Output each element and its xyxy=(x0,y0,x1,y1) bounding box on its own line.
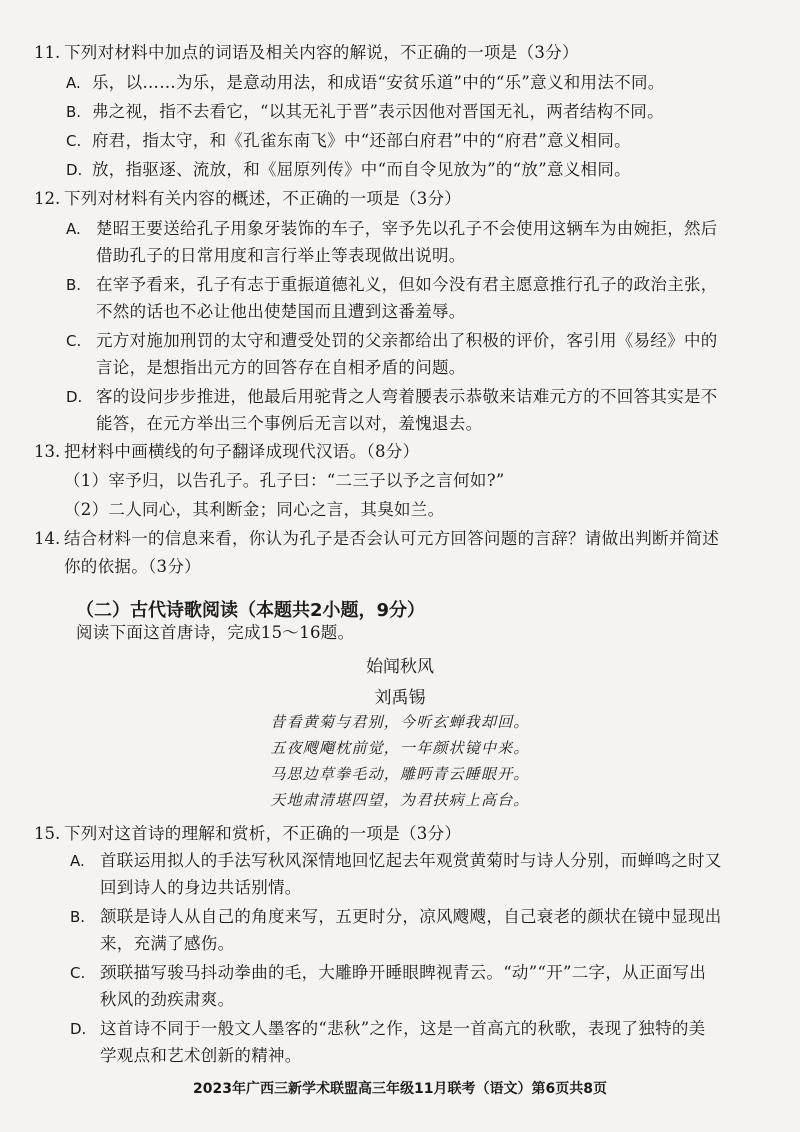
q11-option-b-label: B. xyxy=(66,103,82,121)
section-intro: 阅读下面这首唐诗，完成15～16题。 xyxy=(76,623,355,642)
poem-line: 马思边草拳毛动，雕眄青云睡眼开。 xyxy=(270,765,530,783)
q12-option-b-line1: 在宰予看来，孔子有志于重振道德礼义，但如今没有君主愿意推行孔子的政治主张， xyxy=(96,275,718,294)
q15-option-b-label: B. xyxy=(70,908,86,926)
q14-line2: 你的依据。（3分） xyxy=(64,557,201,576)
q15-option-a-line1: 首联运用拟人的手法写秋风深情地回忆起去年观赏黄菊时与诗人分别，而蝉鸣之时又 xyxy=(100,851,722,870)
q12-option-b-label: B. xyxy=(66,276,82,294)
q15-option-c-line1: 颈联描写骏马抖动拳曲的毛，大雕睁开睡眼睥视青云。“动”“开”二字，从正面写出 xyxy=(100,963,707,982)
q12-option-c-label: C. xyxy=(66,332,82,350)
poem-title: 始闻秋风 xyxy=(366,657,434,677)
q14-number: 14. xyxy=(34,529,61,548)
q12-option-a-label: A. xyxy=(66,220,81,238)
q12-option-b-line2: 不然的话也不必让他出使楚国而且遭到这番羞辱。 xyxy=(96,302,466,321)
q11-stem: 下列对材料中加点的词语及相关内容的解说，不正确的一项是（3分） xyxy=(64,43,579,62)
q11-option-b: 弗之视，指不去看它，“以其无礼于晋”表示因他对晋国无礼，两者结构不同。 xyxy=(92,102,664,121)
page-footer: 2023年广西三新学术联盟高三年级11月联考（语文）第6页共8页 xyxy=(193,1081,607,1097)
q15-option-c-label: C. xyxy=(70,964,86,982)
q13-item-1: （1）宰予归，以告孔子。孔子曰：“二三子以予之言何如?” xyxy=(64,471,505,490)
q15-option-c-line2: 秋风的劲疾肃爽。 xyxy=(100,990,235,1009)
q12-option-c-line2: 言论，是想指出元方的回答存在自相矛盾的问题。 xyxy=(96,358,466,377)
q15-option-a-label: A. xyxy=(70,852,85,870)
q15-stem: 下列对这首诗的理解和赏析，不正确的一项是（3分） xyxy=(64,824,462,843)
poem-author: 刘禹锡 xyxy=(374,688,426,708)
q13-stem: 把材料中画横线的句子翻译成现代汉语。（8分） xyxy=(64,442,420,461)
q13-item-2: （2）二人同心，其利断金；同心之言，其臭如兰。 xyxy=(64,500,445,519)
q13-number: 13. xyxy=(34,442,61,461)
q15-number: 15. xyxy=(34,824,61,843)
q12-stem: 下列对材料有关内容的概述，不正确的一项是（3分） xyxy=(64,189,462,208)
q12-option-d-line1: 客的设问步步推进，他最后用驼背之人弯着腰表示恭敬来诘难元方的不回答其实是不 xyxy=(96,387,718,406)
q11-option-c-label: C. xyxy=(66,132,82,150)
q11-option-a-label: A. xyxy=(66,74,81,92)
q12-number: 12. xyxy=(34,189,61,208)
q11-option-c: 府君，指太守，和《孔雀东南飞》中“还部白府君”中的“府君”意义相同。 xyxy=(92,131,631,150)
q14-line1: 结合材料一的信息来看，你认为孔子是否会认可元方回答问题的言辞？请做出判断并简述 xyxy=(64,529,720,548)
q12-option-d-label: D. xyxy=(66,388,83,406)
q11-option-d: 放，指驱逐、流放，和《屈原列传》中“而自令见放为”的“放”意义相同。 xyxy=(92,160,631,179)
q12-option-d-line2: 能答，在元方举出三个事例后无言以对，羞愧退去。 xyxy=(96,414,483,433)
q12-option-a-line2: 借助孔子的日常用度和言行举止等表现做出说明。 xyxy=(96,246,466,265)
q15-option-a-line2: 回到诗人的身边共话别情。 xyxy=(100,878,302,897)
q11-option-d-label: D. xyxy=(66,161,83,179)
q12-option-a-line1: 楚昭王要送给孔子用象牙装饰的车子，宰予先以孔子不会使用这辆车为由婉拒，然后 xyxy=(96,219,718,238)
q15-option-d-line1: 这首诗不同于一般文人墨客的“悲秋”之作，这是一首高亢的秋歌，表现了独特的美 xyxy=(100,1019,706,1038)
q12-option-c-line1: 元方对施加刑罚的太守和遭受处罚的父亲都给出了积极的评价，客引用《易经》中的 xyxy=(96,331,718,350)
q11-number: 11. xyxy=(34,43,61,62)
q15-option-b-line1: 颔联是诗人从自己的角度来写，五更时分，凉风飕飕，自己衰老的颜状在镜中显现出 xyxy=(100,907,722,926)
q15-option-d-label: D. xyxy=(70,1020,87,1038)
section-heading: （二）古代诗歌阅读（本题共2小题，9分） xyxy=(76,600,426,621)
poem-line: 天地肃清堪四望，为君扶病上高台。 xyxy=(270,791,530,809)
q11-option-a: 乐，以……为乐，是意动用法，和成语“安贫乐道”中的“乐”意义和用法不同。 xyxy=(92,73,665,92)
poem-line: 昔看黄菊与君别，今听玄蝉我却回。 xyxy=(270,713,530,731)
q15-option-b-line2: 来，充满了感伤。 xyxy=(100,934,235,953)
q15-option-d-line2: 学观点和艺术创新的精神。 xyxy=(100,1046,302,1065)
poem-line: 五夜飕飗枕前觉，一年颜状镜中来。 xyxy=(270,739,530,757)
